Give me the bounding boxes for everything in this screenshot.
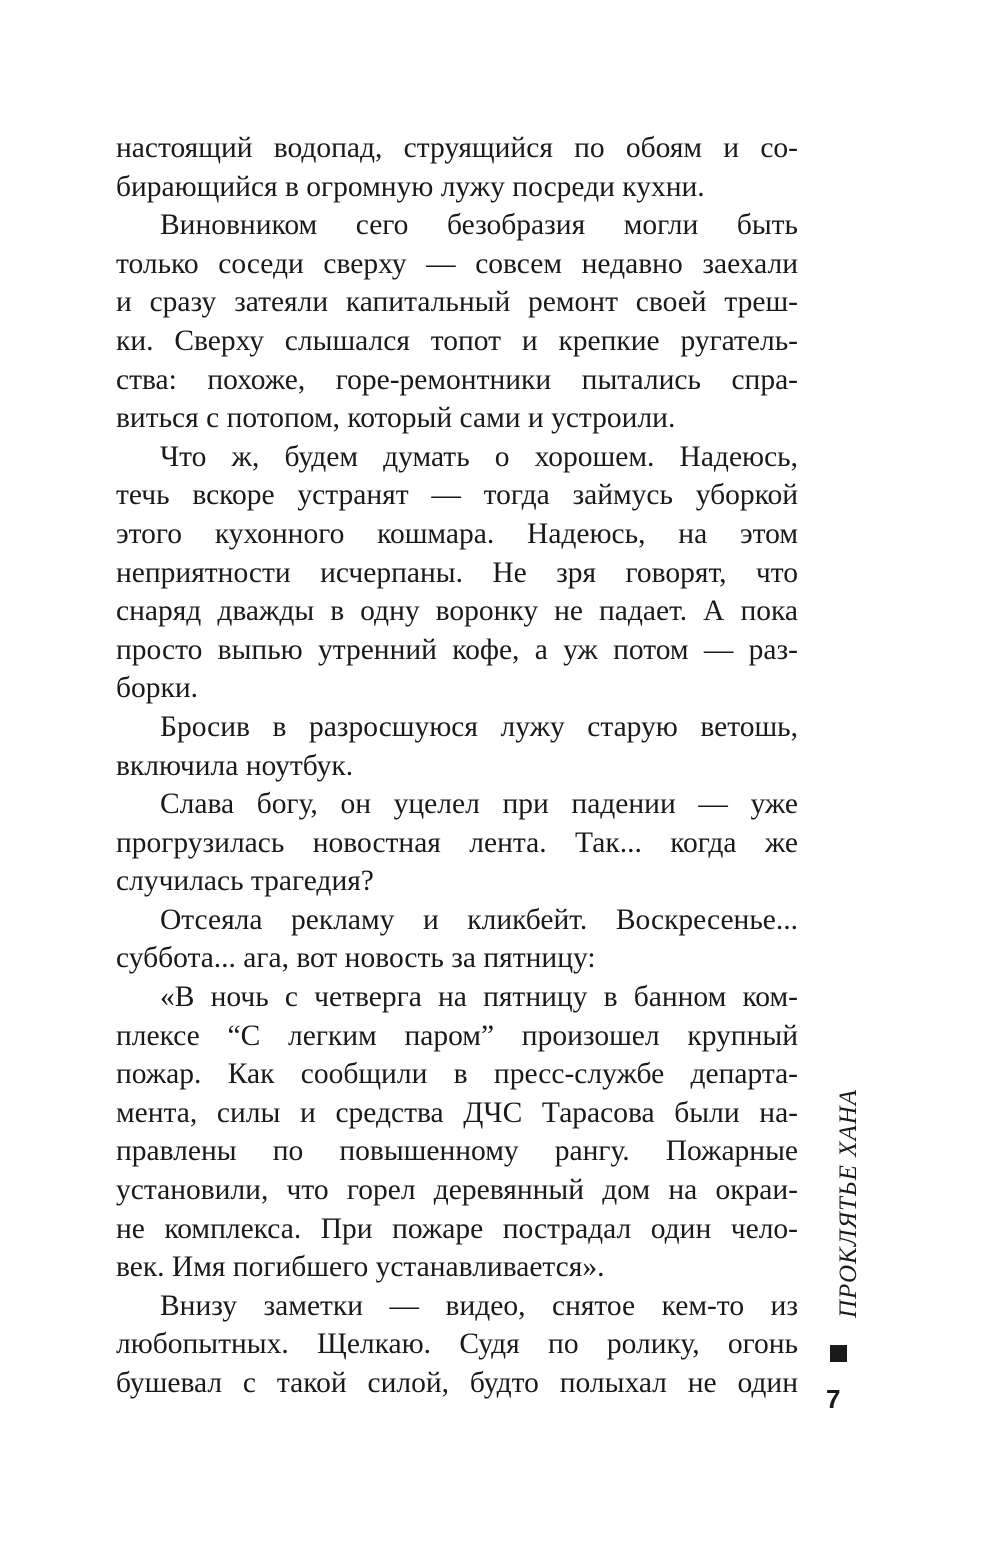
text-line: пожар. Как сообщили в пресс-службе департа- [116, 1058, 798, 1091]
text-line: не комплекса. При пожаре пострадал один чело- [116, 1212, 798, 1245]
text-line: случилась трагедия? [116, 865, 374, 898]
text-line: Виновником сего безобразия могли быть [160, 209, 798, 242]
text-line: и сразу затеяли капитальный ремонт своей треш- [116, 286, 798, 319]
text-line: только соседи сверху — совсем недавно заехали [116, 247, 798, 280]
text-line: этого кухонного кошмара. Надеюсь, на этом [116, 517, 798, 550]
book-text-body [116, 129, 798, 1403]
text-line: Бросив в разросшуюся лужу старую ветошь, [160, 710, 798, 743]
text-line: Внизу заметки — видео, снятое кем-то из [160, 1289, 798, 1322]
text-line: борки. [116, 672, 199, 705]
text-line: мента, силы и средства ДЧС Тарасова были на- [116, 1096, 798, 1129]
text-line: установили, что горел деревянный дом на окраи- [116, 1174, 798, 1207]
text-line: снаряд дважды в одну воронку не падает. А пока [116, 595, 798, 628]
text-line: любопытных. Щелкаю. Судя по ролику, огонь [116, 1328, 798, 1361]
running-title: ПРОКЛЯТЬЕ ХАНА [835, 1088, 862, 1318]
text-line: прогрузилась новостная лента. Так... когда же [116, 826, 798, 859]
text-line: суббота... ага, вот новость за пятницу: [116, 942, 596, 975]
text-line: ки. Сверху слышался топот и крепкие ругатель- [116, 324, 798, 357]
square-marker-icon [830, 1345, 847, 1362]
text-line: ства: похоже, горе-ремонтники пытались спра- [116, 363, 798, 396]
text-line: течь вскоре устранят — тогда займусь уборкой [116, 479, 798, 512]
text-line: Слава богу, он уцелел при падении — уже [160, 788, 798, 821]
text-line: неприятности исчерпаны. Не зря говорят, что [116, 556, 798, 589]
text-line: век. Имя погибшего устанавливается». [116, 1251, 605, 1284]
text-line: просто выпью утренний кофе, а уж потом — раз- [116, 633, 798, 666]
text-line: Что ж, будем думать о хорошем. Надеюсь, [160, 440, 798, 473]
text-line: бирающийся в огромную лужу посреди кухни. [116, 170, 705, 203]
page-number: 7 [826, 1384, 841, 1414]
text-line: виться с потопом, который сами и устроили. [116, 402, 676, 435]
text-line: бушевал с такой силой, будто полыхал не один [116, 1367, 798, 1399]
text-line: «В ночь с четверга на пятницу в банном ком- [160, 981, 798, 1014]
text-line: плексе “С легким паром” произошел крупный [116, 1019, 798, 1052]
text-line: настоящий водопад, струящийся по обоям и со- [116, 132, 798, 164]
text-line: правлены по повышенному рангу. Пожарные [116, 1135, 798, 1168]
text-line: включила ноутбук. [116, 749, 354, 782]
text-line: Отсеяла рекламу и кликбейт. Воскресенье... [160, 903, 798, 936]
